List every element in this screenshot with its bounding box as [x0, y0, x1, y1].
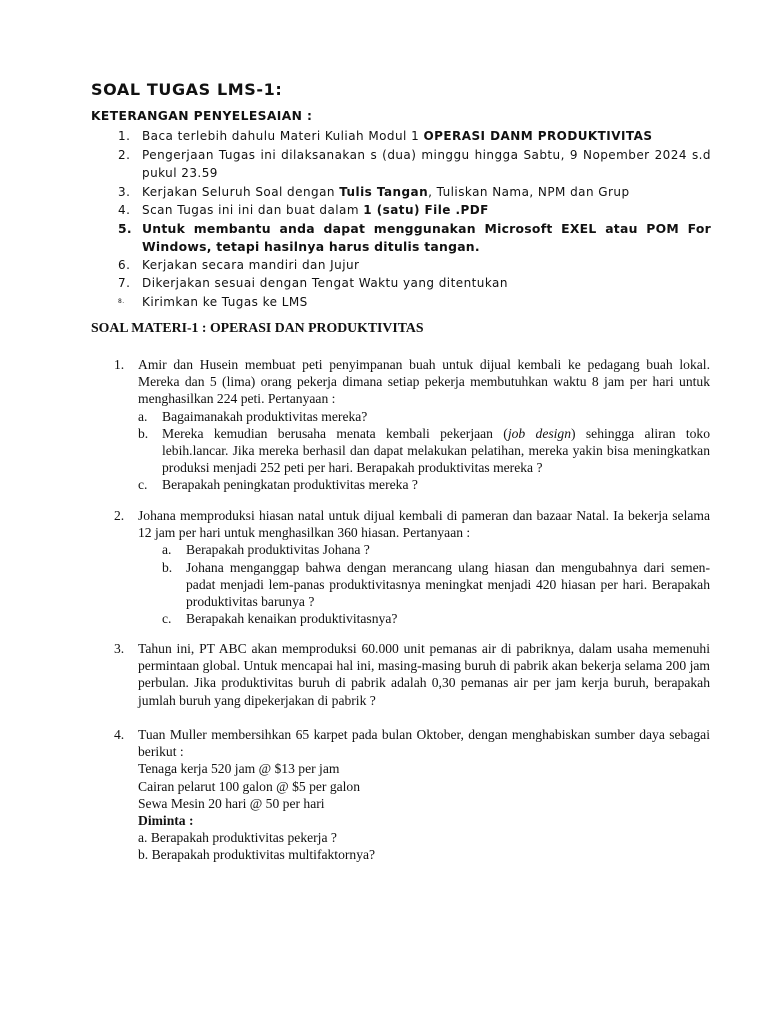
sub-question: a. Berapakah produktivitas Johana ?: [162, 542, 370, 558]
question-text: Tahun ini, PT ABC akan memproduksi 60.000 unit pemanas air di pabriknya, dalam usaha memenuhi permintaan global. Untuk mencapai hal ini, masing-masing buruh di pabrik akan bekerja selama 200 jam perbulan. Jika produktivitas buruh di pabrik adalah 0,30 pemanas air per jam kerja buruh, berapakah jumlah buruh yang dipekerjakan di pabrik ?: [138, 641, 710, 708]
question-3: [114, 640, 710, 709]
question-number: 3.: [114, 641, 125, 656]
job-design-term: job design: [507, 425, 572, 441]
sub-question: c. Berapakah peningkatan produktivitas mereka ?: [138, 477, 418, 493]
resource-line: Sewa Mesin 20 hari @ 50 per hari: [138, 795, 325, 811]
sub-question: a. Bagaimanakah produktivitas mereka?: [138, 408, 368, 424]
instructions-list: [91, 127, 711, 311]
question-1: [114, 356, 710, 494]
asked-label: Diminta :: [138, 813, 194, 829]
instruction-item: 1. Baca terlebih dahulu Materi Kuliah Modul 1 OPERASI DANM PRODUKTIVITAS: [118, 129, 653, 143]
asked-item: b. Berapakah produktivitas multifaktornya?: [138, 847, 376, 863]
section-title: SOAL MATERI-1 : OPERASI DAN PRODUKTIVITAS: [91, 320, 424, 335]
resource-line: Tenaga kerja 520 jam @ $13 per jam: [138, 761, 340, 777]
instructions-heading: KETERANGAN PENYELESAIAN :: [91, 109, 313, 123]
question-2: [114, 507, 710, 627]
question-text: Tuan Muller membersihkan 65 karpet pada bulan Oktober, dengan menghabiskan sumber daya sebagai berikut :: [138, 727, 710, 760]
instruction-item: 8. Kirimkan ke Tugas ke LMS: [118, 294, 308, 309]
instruction-item: 4. Scan Tugas ini ini dan buat dalam 1 (satu) File .PDF: [118, 203, 489, 217]
question-number: 1.: [114, 357, 125, 372]
question-number: 2.: [114, 508, 125, 523]
assignment-title: SOAL TUGAS LMS-1:: [91, 80, 283, 99]
instruction-item: 6. Kerjakan secara mandiri dan Jujur: [118, 257, 360, 272]
sub-question: b. Johana menganggap bahwa dengan merancang ulang hiasan dan mengubahnya dari semen-padat menjadi lem-panas produktivitasnya meningkat menjadi 420 hiasan per hari. Berapakah produktivitas barunya ?: [162, 559, 710, 610]
asked-item: a. Berapakah produktivitas pekerja ?: [138, 830, 337, 846]
instruction-item: 2. Pengerjaan Tugas ini dilaksanakan s (dua) minggu hingga Sabtu, 9 Nopember 2024 s.d pukul 23.59: [118, 147, 711, 180]
question-text: Amir dan Husein membuat peti penyimpanan buah untuk dijual kembali ke pedagang buah lokal. Mereka dan 5 (lima) orang pekerja dimana setiap pekerja membutuhkan waktu 8 jam per hari untuk menghasilkan 224 peti. Pertanyaan :: [138, 357, 710, 407]
sub-question: c. Berapakah kenaikan produktivitasnya?: [162, 611, 398, 627]
instruction-item: 7. Dikerjakan sesuai dengan Tengat Waktu yang ditentukan: [118, 276, 508, 290]
sub-question: b. Mereka kemudian berusaha menata kembali pekerjaan (job design) sehingga aliran toko lebih.lancar. Jika mereka berhasil dan dapat melakukan pelatihan, mereka yakin bisa meningkatkan produksi menjadi 252 peti per hari. Berapakah produktivitas mereka ?: [138, 425, 710, 476]
resource-line: Cairan pelarut 100 galon @ $5 per galon: [138, 778, 361, 794]
question-subitems: [138, 408, 710, 494]
instruction-item: 3. Kerjakan Seluruh Soal dengan Tulis Tangan, Tuliskan Nama, NPM dan Grup: [118, 184, 630, 199]
question-subitems: [138, 541, 710, 627]
question-4: [114, 726, 710, 864]
question-number: 4.: [114, 727, 125, 742]
instruction-item: 5. Untuk membantu anda dapat menggunakan Microsoft EXEL atau POM For Windows, tetapi hasilnya harus ditulis tangan.: [118, 220, 711, 254]
question-text: Johana memproduksi hiasan natal untuk dijual kembali di pameran dan bazaar Natal. Ia bekerja selama 12 jam per hari untuk menghasilkan 360 hiasan. Pertanyaan :: [138, 508, 710, 541]
